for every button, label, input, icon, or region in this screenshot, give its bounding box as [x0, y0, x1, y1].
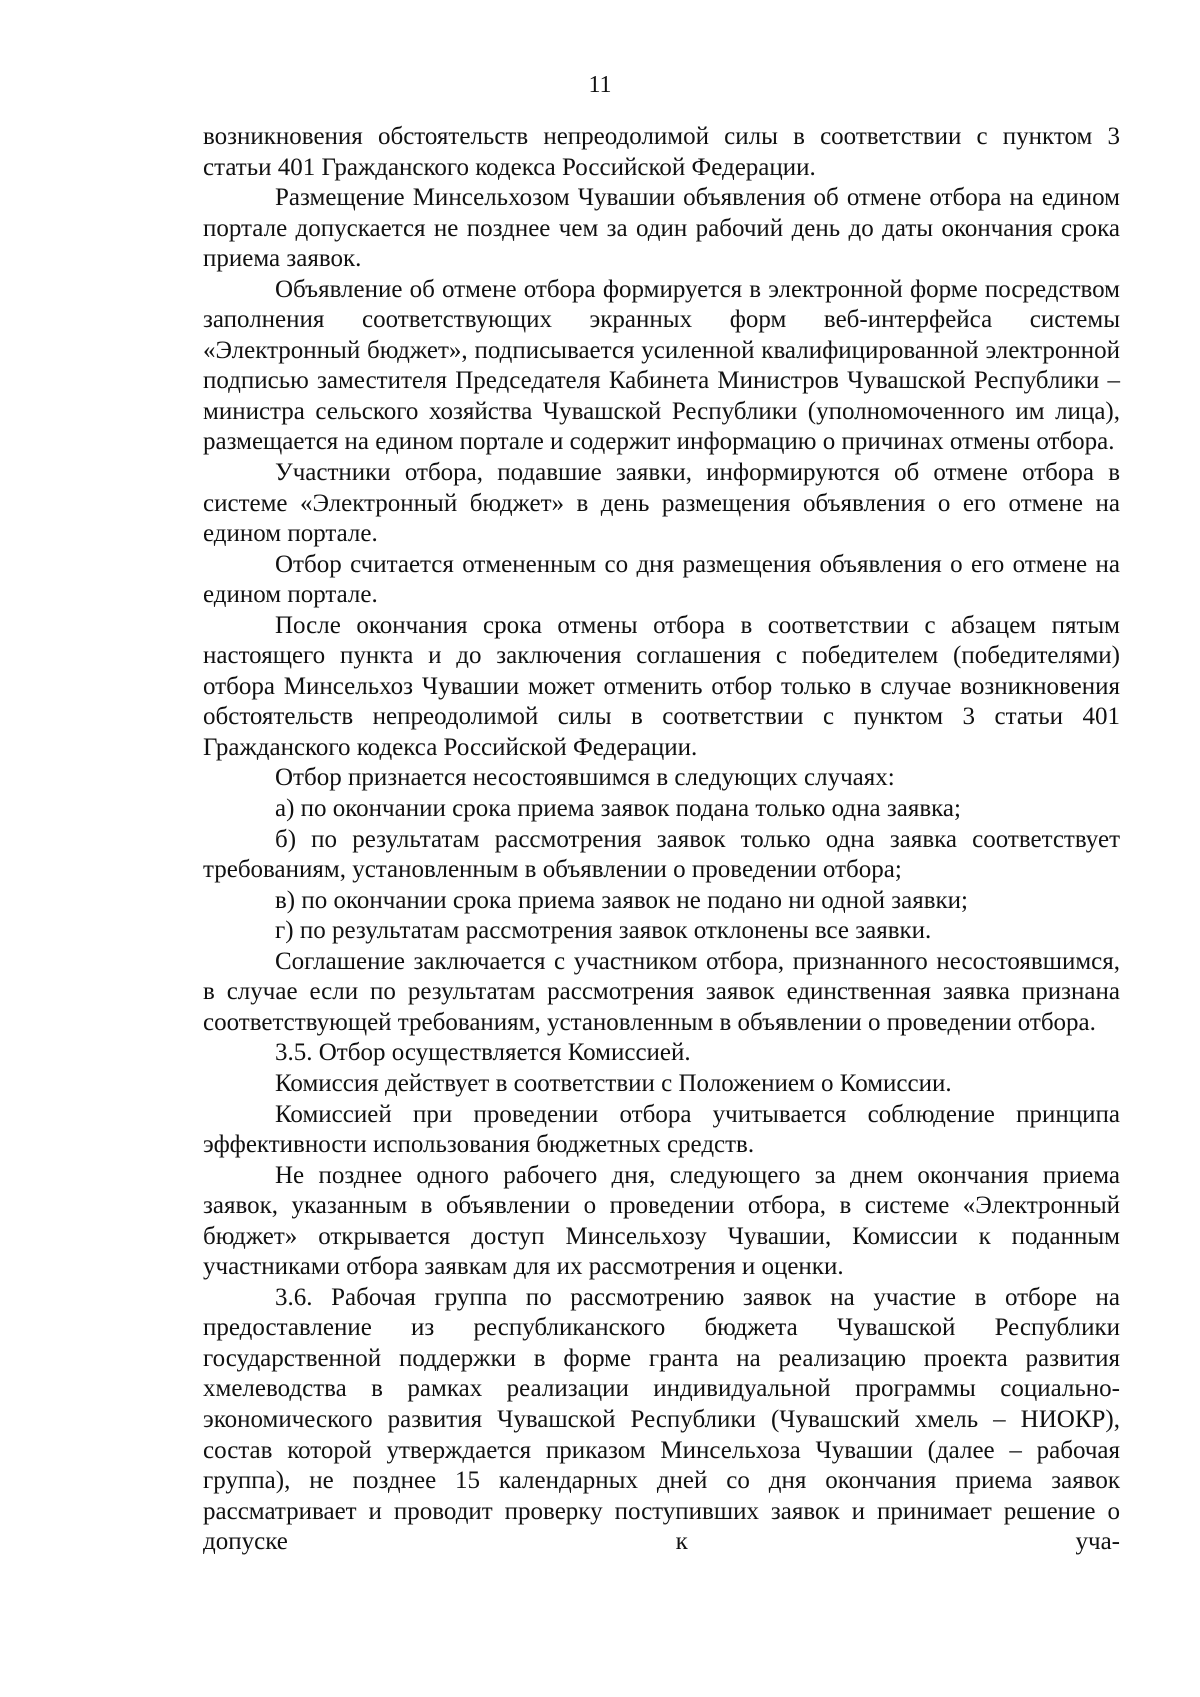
list-item-a: а) по окончании срока приема заявок подана только одна заявка;	[275, 795, 961, 823]
paragraph-access-opened: Не позднее одного рабочего дня, следующего за днем окончания приема заявок, указанным в объявлении о проведении отбора, в системе «Электронный бюджет» открывается доступ Минсельхозу Чувашии, Комиссии к поданным участниками отбора заявкам для их рассмотрения и оценки.	[203, 1161, 1120, 1281]
paragraph-selection-cancelled: Отбор считается отмененным со дня размещения объявления о его отмене на едином портале.	[203, 550, 1120, 609]
list-item-v: в) по окончании срока приема заявок не подано ни одной заявки;	[275, 886, 968, 914]
paragraph-commission-efficiency: Комиссией при проведении отбора учитывается соблюдение принципа эффективности использования бюджетных средств.	[203, 1100, 1120, 1159]
paragraph-cancellation-placement: Размещение Минсельхозом Чувашии объявления об отмене отбора на едином портале допускается не позднее чем за один рабочий день до даты окончания срока приема заявок.	[203, 184, 1120, 273]
paragraph-participants-informed: Участники отбора, подавшие заявки, информируются об отмене отбора в системе «Электронный бюджет» в день размещения объявления о его отмене на едином портале.	[203, 459, 1120, 548]
document-body	[203, 122, 1120, 1558]
list-item-b: б) по результатам рассмотрения заявок только одна заявка соответствует требованиям, установленным в объявлении о проведении отбора;	[203, 825, 1120, 884]
paragraph-section-3-5: 3.5. Отбор осуществляется Комиссией.	[275, 1039, 691, 1067]
paragraph-agreement-concluded: Соглашение заключается с участником отбора, признанного несостоявшимся, в случае если по результатам рассмотрения заявок единственная заявка признана соответствующей требованиям, установленным в объявлении о проведении отбора.	[203, 947, 1120, 1036]
paragraph-commission-regulation: Комиссия действует в соответствии с Положением о Комиссии.	[275, 1069, 952, 1097]
paragraph-section-3-6: 3.6. Рабочая группа по рассмотрению заявок на участие в отборе на предоставление из республиканского бюджета Чувашской Республики государственной поддержки в форме гранта на реализацию проекта развития хмелеводства в рамках реализации индивидуальной программы социально-экономического развития Чувашской Республики (Чувашский хмель – НИОКР), состав которой утверждается приказом Минсельхоза Чувашии (далее – рабочая группа), не позднее 15 календарных дней со дня окончания приема заявок рассматривает и проводит проверку поступивших заявок и принимает решение о допуске к уча-	[203, 1283, 1120, 1556]
list-item-g: г) по результатам рассмотрения заявок отклонены все заявки.	[275, 917, 932, 945]
paragraph-cancellation-announcement: Объявление об отмене отбора формируется в электронной форме посредством заполнения соответствующих экранных форм веб-интерфейса системы «Электронный бюджет», подписывается усиленной квалифицированной электронной подписью заместителя Председателя Кабинета Министров Чувашской Республики – министра сельского хозяйства Чувашской Республики (уполномоченного им лица), размещается на едином портале и содержит информацию о причинах отмены отбора.	[203, 275, 1120, 456]
paragraph-force-majeure-continuation: возникновения обстоятельств непреодолимой силы в соответствии с пунктом 3 статьи 401 Гражданского кодекса Российской Федерации.	[203, 123, 1120, 181]
paragraph-after-cancellation-deadline: После окончания срока отмены отбора в соответствии с абзацем пятым настоящего пункта и до заключения соглашения с победителем (победителями) отбора Минсельхоз Чувашии может отменить отбор только в случае возникновения обстоятельств непреодолимой силы в соответствии с пунктом 3 статьи 401 Гражданского кодекса Российской Федерации.	[203, 611, 1120, 761]
paragraph-selection-failed-cases: Отбор признается несостоявшимся в следующих случаях:	[275, 764, 895, 792]
page-number: 11	[588, 72, 612, 98]
